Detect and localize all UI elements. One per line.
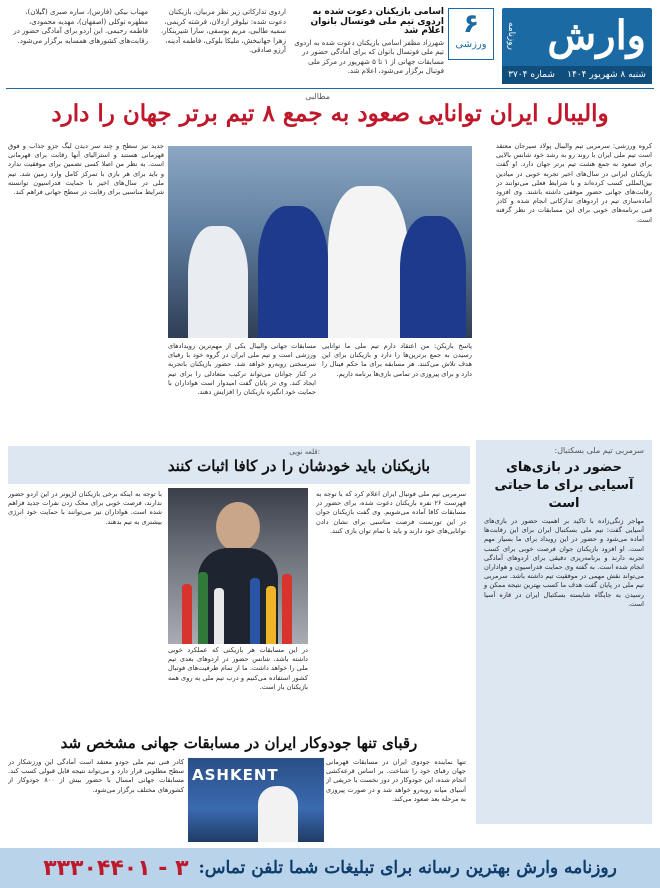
player-figure (188, 226, 248, 338)
teaser-body: شهرزاد مظفر اسامی بازیکنان دعوت شده به اردوی تیم ملی فوتسال بانوان که برای آمادگی حضور در مسابقات جهانی از ۱ تا ۵ شهریور در مرکز ملی فوتبال برگزار می‌شود، اعلام شد. (294, 38, 444, 75)
main-kicker: مطالبی (305, 92, 330, 101)
football-story-header (8, 446, 470, 484)
press-conference-photo (168, 488, 308, 644)
main-column-4: پاسخ بازیکن: من اعتقاد دارم تیم ملی ما توانایی رسیدن به جمع برترین‌ها را دارد و بازیکنان برای این هدف تلاش می‌کنند. هر مسابقه برای ما حکم فینال را دارد و برای پیروزی در تمامی بازی‌ها برنامه داریم. (322, 342, 472, 378)
football-title: بازیکنان باید خودشان را در کافا اثبات کنند (167, 457, 430, 475)
footer-ad (0, 848, 660, 888)
basketball-box (476, 440, 652, 824)
page-number: ۶ (463, 9, 479, 39)
microphone (198, 572, 208, 644)
page-number-box (448, 8, 494, 60)
microphone (282, 574, 292, 644)
judo-column-1: تنها نماینده جودوی ایران در مسابقات قهرمانی جهان رقبای خود را شناخت. بر اساس قرعه‌کشی انجام شده، این جودوکار در دور نخست با حریفی از آسیای میانه روبه‌رو خواهد شد و در صورت پیروزی به مرحله بعد صعود می‌کند. (326, 758, 466, 803)
box-body: مهاجر زنگی‌زاده با تاکید بر اهمیت حضور در بازی‌های آسیایی گفت: تیم ملی بسکتبال ایران برای این رقابت‌ها آماده می‌شود و حضور در این رویداد برای ما بسیار مهم است. او افزود بازیکنان جوان فرصت خوبی برای کسب تجربه دارند و برنامه‌ریزی دقیقی برای اردوهای آمادگی انجام شده است. به گفته وی حمایت فدراسیون و هواداران می‌تواند نقش مهمی در موفقیت تیم داشته باشد. سرمربی تیم ملی در پایان گفت هدف ما کسب بهترین نتیجه ممکن و رسیدن به جایگاه شایسته بسکتبال ایران در قاره آسیا است. (484, 517, 644, 608)
teaser-futsal (294, 8, 444, 77)
microphone (182, 584, 192, 644)
footer-ad-text: روزنامه وارش بهترین رسانه برای تبلیغات شما تلفن تماس: (198, 858, 617, 878)
masthead-logo: وارش (547, 12, 646, 59)
judoka-figure (258, 786, 298, 842)
judo-title: رقبای تنها جودوکار ایران در مسابقات جهانی مشخص شد (60, 734, 418, 752)
football-column-3: با توجه به اینکه برخی بازیکنان لژیونر در این اردو حضور ندارند، فرصت خوبی برای محک زدن نفرات جدید فراهم شده است. هواداران نیز می‌توانند با حمایت خود انرژی بیشتری به تیم بدهند. (8, 490, 162, 526)
issue-date: شنبه ۸ شهریور ۱۴۰۴ (567, 70, 646, 80)
masthead-meta (502, 66, 652, 84)
coach-head (216, 502, 260, 552)
box-kicker: سرمربی تیم ملی بسکتبال: (554, 446, 644, 455)
issue-number: شماره ۳۷۰۴ (508, 70, 555, 80)
microphone (266, 586, 276, 644)
player-figure (400, 216, 466, 338)
box-title: حضور در بازی‌های آسیایی برای ما حیاتی است (494, 460, 634, 511)
teaser-body: اردوی تدارکاتی زیر نظر مربیان، بازیکنان دعوت شده: نیلوفر اردلان، فرشته کریمی، سمیه طالبی، مریم یوسفی، سارا شیرینکار، زهرا جهانبخش، ملیکا بلوکی، فاطمه آدینه، آرزو صادقی. (160, 8, 286, 54)
judo-column-2: کادر فنی تیم ملی جودو معتقد است آمادگی این ورزشکار در سطح مطلوبی قرار دارد و می‌تواند نتیجه قابل قبولی کسب کند. مسابقات جهانی امسال با حضور بیش از ۸۰۰ جودوکار از کشورهای مختلف برگزار می‌شود. (8, 758, 184, 794)
teaser-title: اسامی بازیکنان دعوت شده به اردوی تیم ملی فوتسال بانوان اعلام شد (310, 7, 444, 36)
main-column-3: جدید نیز سطح و چند سر دیدن لیگ جزو جذاب و فوق قهرمانی هستند و استرالیای آنها رقابت برای قهرمانی است. به نظر من اصلا کسی تضمین برای موفقیت ندارد و باید برای هر بازی با تمرکز کامل وارد زمین شد. تیم ملی در سال‌های اخیر با حمایت فدراسیون توانسته شرایط مناسبی برای رقابت در سطح جهانی فراهم کند. (8, 142, 164, 197)
main-headline: والیبال ایران توانایی صعود به جمع ۸ تیم برتر جهان را دارد (51, 100, 609, 127)
masthead (502, 8, 652, 84)
judo-photo (188, 758, 324, 842)
section-name: ورزشی (455, 39, 487, 50)
microphone (250, 578, 260, 644)
teaser-futsal-cont (156, 8, 286, 56)
judo-photo-label: ASHKENT (192, 766, 279, 784)
masthead-tag: روزنامه (506, 22, 516, 50)
player-figure (258, 206, 328, 338)
player-figure (328, 186, 408, 338)
footer-phone: ۳ - ۳۳۳۰۴۴۰۱ (43, 855, 189, 881)
football-kicker: قلعه نویی: (289, 448, 320, 456)
teaser-futsal-list (8, 8, 148, 46)
volleyball-team-photo (168, 146, 472, 338)
header-rule (6, 88, 654, 89)
microphone (214, 588, 224, 644)
main-column-1: کروه ورزشی: سرمربی تیم والیبال پولاد سیرجان معتقد است تیم ملی ایران با روند رو به رشد خود شانس بالایی برای صعود به جمع هشت تیم برتر جهان دارد. او گفت بازیکنان ایرانی در سال‌های اخیر تجربه خوبی در میادین بین‌المللی کسب کرده‌اند و با شرایط فعلی می‌توانند در رقابت‌های جهانی حضور موفقی داشته باشند. وی افزود آماده‌سازی تیم در اردوهای تدارکاتی انجام شده و کادر فنی برنامه‌های خوبی برای این مسابقات در نظر گرفته است. (496, 142, 652, 224)
football-column-2: در این مسابقات هر بازیکنی که عملکرد خوبی داشته باشد، شانس حضور در اردوهای بعدی تیم ملی را خواهد داشت. ما از تمام ظرفیت‌های فوتبال کشور استفاده می‌کنیم و درب تیم ملی به روی همه بازیکنان باز است. (168, 646, 308, 691)
teaser-body: مهناب بیکی (فارس)، ساره صبری (گیلان)، مطهره توکلی (اصفهان)، مهدیه محمودی، فاطمه رحیمی. این اردو برای آمادگی حضور در رقابت‌های کشورهای همسایه برگزار می‌شود. (13, 8, 148, 45)
football-column-1: سرمربی تیم ملی فوتبال ایران اعلام کرد که با توجه به فهرست ۲۶ نفره بازیکنان دعوت شده، برای حضور در مسابقات کافا آماده می‌شویم. وی گفت بازیکنان جوان در این تورنمنت فرصت مناسبی برای نشان دادن توانایی‌های خود دارند و باید با تمام توان بازی کنند. (316, 490, 466, 535)
main-column-2: مسابقات جهانی والیبال یکی از مهم‌ترین رویدادهای ورزشی است و تیم ملی ایران در گروه خود با رقبای سرسختی روبه‌رو خواهد شد. حضور بازیکنان باتجربه در کنار جوانان می‌تواند ترکیب متعادلی را برای تیم ایجاد کند. وی در پایان گفت امیدوار است هواداران با حمایت خود انگیزه بازیکنان را افزایش دهند. (168, 342, 316, 397)
